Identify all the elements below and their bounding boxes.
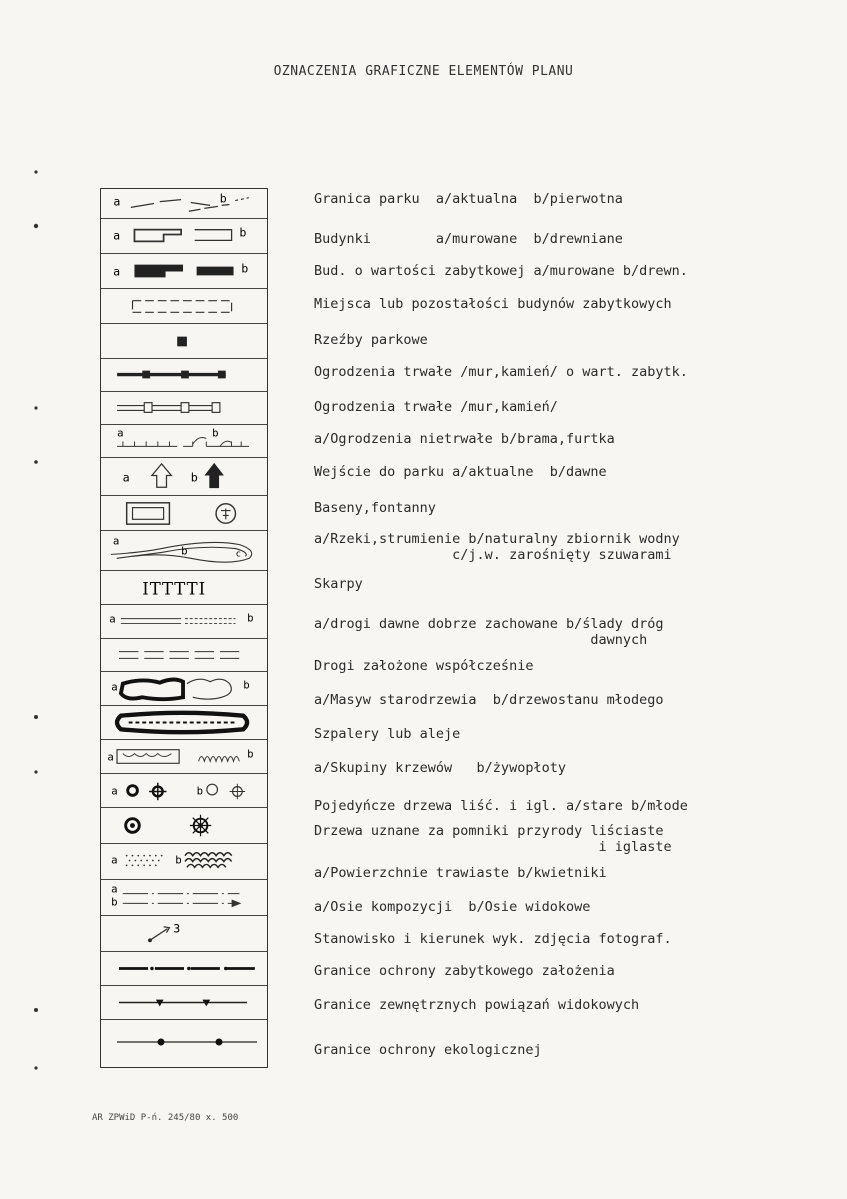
legend-text-13: a/drogi dawne dobrze zachowane b/ślady dróg dawnych	[314, 616, 664, 648]
symbol-view-connections-boundary	[101, 986, 267, 1020]
symbol-photo-position	[101, 916, 267, 952]
binding-edge-marks	[0, 0, 60, 1199]
legend-text-6: Ogrodzenia trwałe /mur,kamień/ o wart. zabytk.	[314, 364, 688, 380]
legend-text-4: Miejsca lub pozostałości budynów zabytkowych	[314, 296, 672, 312]
symbol-natural-monuments	[101, 808, 267, 844]
svg-text:b: b	[196, 784, 204, 798]
legend-text-9: Wejście do parku a/aktualne b/dawne	[314, 464, 607, 480]
svg-text:b: b	[247, 747, 254, 761]
symbol-old-roads	[101, 605, 267, 639]
svg-text:a: a	[113, 228, 121, 243]
legend-text-18: Pojedyńcze drzewa liść. i igl. a/stare b/młode	[314, 798, 688, 814]
legend-text-10: Baseny,fontanny	[314, 500, 436, 516]
symbol-lawns-flowerbeds	[101, 844, 267, 880]
symbol-modern-roads	[101, 639, 267, 672]
svg-text:b: b	[241, 261, 249, 276]
symbol-single-trees	[101, 774, 267, 808]
svg-text:a: a	[111, 784, 118, 798]
legend-text-15: a/Masyw starodrzewia b/drzewostanu młodego	[314, 692, 664, 708]
svg-text:c: c	[235, 549, 241, 560]
symbol-historic-buildings	[101, 254, 267, 289]
svg-text:b: b	[247, 611, 254, 625]
svg-text:b: b	[243, 678, 250, 692]
symbol-heritage-protection-boundary	[101, 952, 267, 986]
legend-text-5: Rzeźby parkowe	[314, 332, 428, 348]
legend-text-22: Stanowisko i kierunek wyk. zdjęcia fotograf.	[314, 931, 672, 947]
svg-text:ITTTTI: ITTTTI	[142, 579, 207, 599]
svg-text:a: a	[109, 612, 116, 626]
document-reference-footer: AR ZPWiD P-ń. 245/80 x. 500	[92, 1113, 239, 1123]
legend-text-16: Szpalery lub aleje	[314, 726, 461, 742]
legend-text-2: Budynki a/murowane b/drewniane	[314, 231, 623, 247]
legend-text-8: a/Ogrodzenia nietrwałe b/brama,furtka	[314, 431, 615, 447]
symbol-sculpture	[101, 324, 267, 359]
symbol-park-entrance	[101, 458, 267, 496]
legend-symbol-column	[100, 188, 268, 1068]
legend-text-7: Ogrodzenia trwałe /mur,kamień/	[314, 399, 558, 415]
svg-text:b: b	[219, 191, 227, 206]
svg-text:b: b	[239, 225, 247, 240]
symbol-ecological-protection-boundary	[101, 1020, 267, 1067]
svg-text:b: b	[212, 426, 219, 440]
svg-text:b: b	[111, 895, 118, 909]
legend-text-12: Skarpy	[314, 576, 363, 592]
svg-text:a: a	[111, 882, 118, 896]
svg-text:a: a	[112, 534, 120, 548]
legend-text-11: a/Rzeki,strumienie b/naturalny zbiornik wodny c/j.w. zarośnięty szuwarami	[314, 531, 680, 563]
svg-text:a: a	[113, 264, 121, 279]
symbol-alleys	[101, 706, 267, 740]
svg-text:b: b	[181, 544, 188, 558]
symbol-building-remains	[101, 289, 267, 324]
symbol-escarpments	[101, 571, 267, 605]
legend-text-20: a/Powierzchnie trawiaste b/kwietniki	[314, 865, 607, 881]
svg-text:a: a	[111, 680, 118, 694]
legend-text-14: Drogi założone współcześnie	[314, 658, 534, 674]
symbol-pools-fountains	[101, 496, 267, 531]
svg-text:a: a	[117, 426, 124, 440]
page-title: OZNACZENIA GRAFICZNE ELEMENTÓW PLANU	[273, 64, 574, 79]
legend-text-24: Granice zewnętrznych powiązań widokowych	[314, 997, 640, 1013]
legend-text-17: a/Skupiny krzewów b/żywopłoty	[314, 760, 566, 776]
legend-text-21: a/Osie kompozycji b/Osie widokowe	[314, 899, 591, 915]
symbol-historic-fence	[101, 359, 267, 392]
symbol-permanent-fence	[101, 392, 267, 425]
svg-text:a: a	[122, 470, 130, 485]
svg-text:a: a	[113, 194, 121, 209]
legend-text-19: Drzewa uznane za pomniki przyrody liściaste i iglaste	[314, 823, 672, 855]
svg-text:b: b	[190, 470, 198, 485]
svg-text:a: a	[111, 853, 118, 867]
symbol-buildings	[101, 219, 267, 254]
symbol-rivers-ponds	[101, 531, 267, 571]
svg-text:a: a	[107, 750, 114, 764]
symbol-temporary-fence-gate	[101, 425, 267, 458]
symbol-old-tree-mass	[101, 672, 267, 706]
legend-text-23: Granice ochrony zabytkowego założenia	[314, 963, 615, 979]
svg-text:3: 3	[173, 921, 181, 936]
symbol-park-boundary	[101, 189, 267, 219]
svg-text:b: b	[175, 853, 182, 867]
legend-text-25: Granice ochrony ekologicznej	[314, 1042, 542, 1058]
legend-text-1: Granica parku a/aktualna b/pierwotna	[314, 191, 623, 207]
symbol-composition-axes	[101, 880, 267, 916]
symbol-shrubs-hedges	[101, 740, 267, 774]
legend-text-3: Bud. o wartości zabytkowej a/murowane b/drewn.	[314, 263, 688, 279]
